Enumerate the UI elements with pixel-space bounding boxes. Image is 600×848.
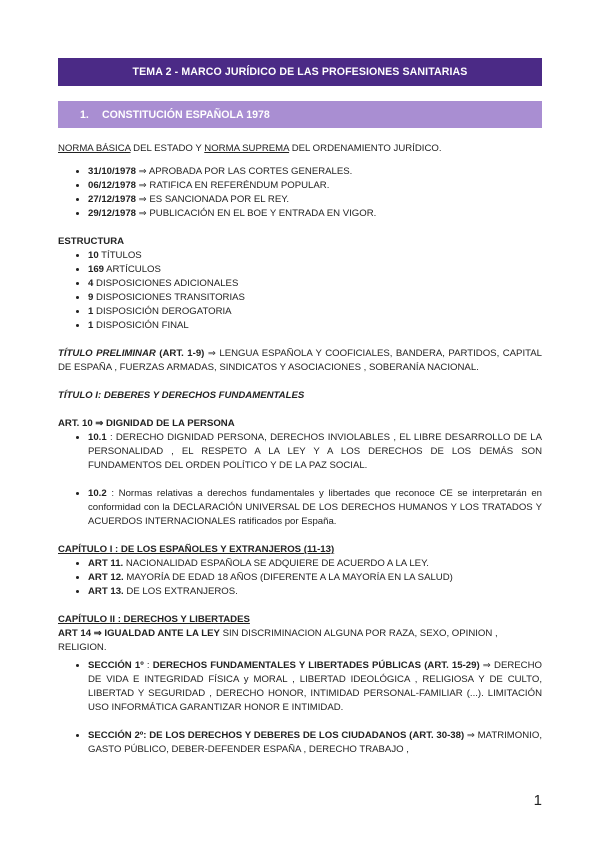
capitulo-2-list bbox=[58, 659, 542, 757]
intro-underline-2: NORMA SUPREMA bbox=[204, 143, 290, 154]
list-item: • 10.2 : Normas relativas a derechos fundamentales y libertades que reconoce CE se interpretarán en conformidad con la DECLARACIÓN UNIVERSAL DE LOS DERECHOS HUMANOS Y LOS TRATADOS Y ACUERDOS INTERNACIONALES ratificados por España. bbox=[88, 487, 542, 529]
art14-paragraph: ART 14 ⇒ IGUALDAD ANTE LA LEY SIN DISCRIMINACION ALGUNA POR RAZA, SEXO, OPINION , RELIGION. bbox=[58, 628, 498, 653]
intro-text-1: DEL ESTADO Y bbox=[130, 143, 205, 154]
list-item: • SECCIÓN 2º: DE LOS DERECHOS Y DEBERES DE LOS CIUDADANOS (ART. 30-38) ⇒ MATRIMONIO, GASTO PÚBLICO, DEBER-DEFENDER ESPAÑA , DERECHO TRABAJO , bbox=[88, 729, 542, 757]
section-title: CONSTITUCIÓN ESPAÑOLA 1978 bbox=[102, 108, 270, 121]
list-item: • 1 DISPOSICIÓN DEROGATORIA bbox=[88, 305, 542, 319]
titulo-1-heading: TÍTULO I: DEBERES Y DERECHOS FUNDAMENTALES bbox=[58, 390, 305, 401]
art10-list bbox=[58, 431, 542, 529]
capitulo-2-heading: CAPÍTULO II : DERECHOS Y LIBERTADES bbox=[58, 614, 250, 625]
section-heading-bar bbox=[58, 101, 542, 128]
topic-title-banner bbox=[58, 58, 542, 86]
list-item: • 4 DISPOSICIONES ADICIONALES bbox=[88, 277, 542, 291]
list-item: • 06/12/1978 ⇒ RATIFICA EN REFERÉNDUM POPULAR. bbox=[88, 179, 542, 193]
estructura-list bbox=[58, 249, 542, 333]
page-number: 1 bbox=[533, 792, 542, 809]
document-body bbox=[58, 138, 542, 757]
titulo-preliminar-paragraph: TÍTULO PRELIMINAR (ART. 1-9) ⇒ LENGUA ESPAÑOLA Y COOFICIALES, BANDERA, PARTIDOS, CAPITAL DE ESPAÑA , FUERZAS ARMADAS, SINDICATOS Y ASOCIACIONES , SOBERANÍA NACIONAL. bbox=[58, 348, 542, 373]
list-item: • 1 DISPOSICIÓN FINAL bbox=[88, 319, 542, 333]
list-item: • 9 DISPOSICIONES TRANSITORIAS bbox=[88, 291, 542, 305]
list-item: • ART 12. MAYORÍA DE EDAD 18 AÑOS (DIFERENTE A LA MAYORÍA EN LA SALUD) bbox=[88, 571, 542, 585]
estructura-heading: ESTRUCTURA bbox=[58, 236, 125, 247]
intro-paragraph bbox=[58, 142, 542, 156]
dates-list bbox=[58, 165, 542, 221]
topic-title: TEMA 2 - MARCO JURÍDICO DE LAS PROFESIONES SANITARIAS bbox=[132, 66, 468, 78]
list-item: • 10 TÍTULOS bbox=[88, 249, 542, 263]
list-item: • 10.1 : DERECHO DIGNIDAD PERSONA, DERECHOS INVIOLABLES , EL LIBRE DESARROLLO DE LA PERSONALIDAD , EL RESPETO A LA LEY Y A LOS DERECHOS DE LOS DEMÁS SON FUNDAMENTOS DEL ORDEN POLÍTICO Y DE LA PAZ SOCIAL. bbox=[88, 431, 542, 473]
list-item: • ART 13. DE LOS EXTRANJEROS. bbox=[88, 585, 542, 599]
list-item: • 31/10/1978 ⇒ APROBADA POR LAS CORTES GENERALES. bbox=[88, 165, 542, 179]
list-item: • SECCIÓN 1º : DERECHOS FUNDAMENTALES Y LIBERTADES PÚBLICAS (ART. 15-29) ⇒ DERECHO DE VIDA E INTEGRIDAD FÍSICA y MORAL , LIBERTAD IDEOLÓGICA , RELIGIOSA Y DE CULTO, LIBERTAD Y SEGURIDAD , DERECHO HONOR, INTIMIDAD PERSONAL-FAMILIAR (...). LIMITACIÓN USO INFORMÁTICA GARANTIZAR HONOR E INTIMIDAD. bbox=[88, 659, 542, 715]
intro-underline-1: NORMA BÁSICA bbox=[58, 143, 131, 154]
list-item: • ART 11. NACIONALIDAD ESPAÑOLA SE ADQUIERE DE ACUERDO A LA LEY. bbox=[88, 557, 542, 571]
capitulo-1-list bbox=[58, 557, 542, 599]
list-item: • 29/12/1978 ⇒ PUBLICACIÓN EN EL BOE Y ENTRADA EN VIGOR. bbox=[88, 207, 542, 221]
capitulo-1-heading: CAPÍTULO I : DE LOS ESPAÑOLES Y EXTRANJEROS (11-13) bbox=[58, 544, 335, 555]
section-number: 1. bbox=[80, 108, 89, 121]
list-item: • 27/12/1978 ⇒ ES SANCIONADA POR EL REY. bbox=[88, 193, 542, 207]
intro-text-2: DEL ORDENAMIENTO JURÍDICO. bbox=[289, 143, 442, 154]
list-item: • 169 ARTÍCULOS bbox=[88, 263, 542, 277]
art10-heading: ART. 10 ⇒ DIGNIDAD DE LA PERSONA bbox=[58, 418, 235, 429]
